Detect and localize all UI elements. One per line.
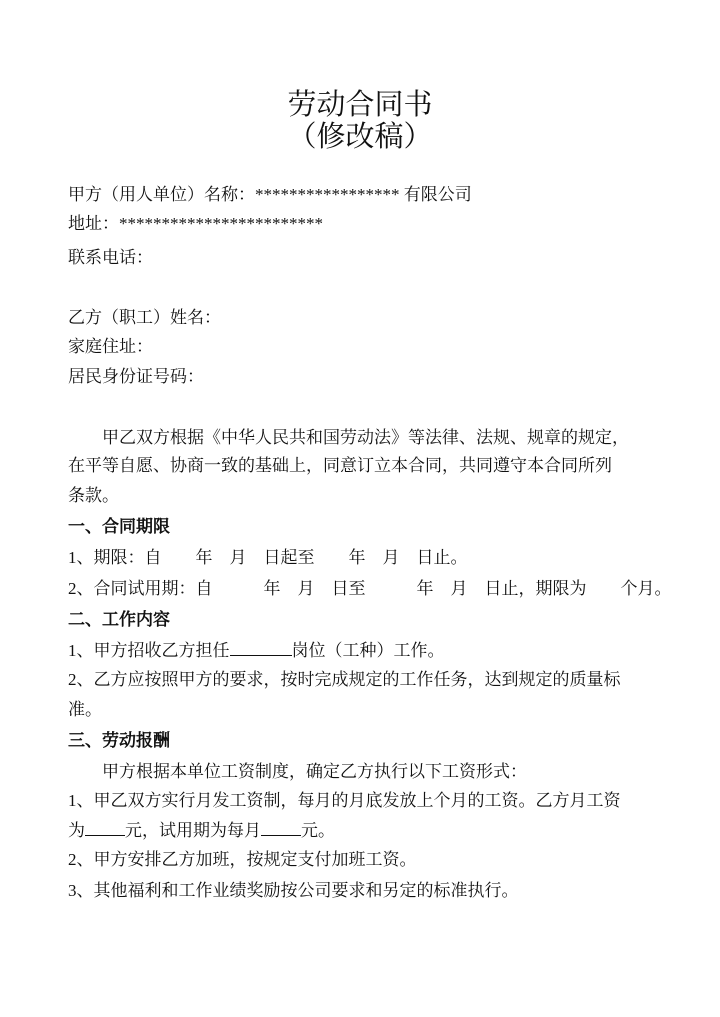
blank-field — [261, 819, 301, 836]
section-heading: 一、合同期限 — [68, 517, 170, 536]
clause: 1、甲乙双方实行月发工资制，每月的月底发放上个月的工资。乙方月工资 — [68, 791, 621, 810]
blank-field — [230, 639, 292, 656]
clause: 2、甲方安排乙方加班，按规定支付加班工资。 — [68, 850, 417, 869]
party-a-name — [68, 184, 472, 206]
preamble-line: 在平等自愿、协商一致的基础上，同意订立本合同，共同遵守本合同所列 — [68, 456, 612, 475]
party-a-address — [68, 213, 323, 235]
clause — [68, 639, 445, 662]
party-a-phone: 联系电话： — [68, 248, 153, 267]
text: 为 — [68, 821, 85, 840]
text: 元。 — [301, 821, 335, 840]
party-b-name: 乙方（职工）姓名： — [68, 308, 221, 327]
value: ************************ — [119, 214, 323, 233]
party-b-home: 家庭住址： — [68, 337, 153, 356]
clause: 1、期限：自 年 月 日起至 年 月 日止。 — [68, 548, 468, 567]
preamble-line: 甲乙双方根据《中华人民共和国劳动法》等法律、法规、规章的规定， — [102, 428, 629, 447]
section-heading: 二、工作内容 — [68, 610, 170, 629]
text: 1、甲方招收乙方担任 — [68, 641, 230, 660]
party-b-id: 居民身份证号码： — [68, 367, 204, 386]
label: 甲方（用人单位）名称： — [68, 185, 255, 204]
clause: 准。 — [68, 700, 102, 719]
value: ***************** 有限公司 — [255, 185, 472, 204]
document-subtitle: （修改稿） — [287, 121, 433, 153]
clause: 甲方根据本单位工资制度，确定乙方执行以下工资形式： — [102, 762, 527, 781]
text: 元，试用期为每月 — [125, 821, 261, 840]
preamble-line: 条款。 — [68, 486, 119, 505]
clause: 3、其他福利和工作业绩奖励按公司要求和另定的标准执行。 — [68, 881, 519, 900]
section-heading: 三、劳动报酬 — [68, 731, 170, 750]
label: 地址： — [68, 214, 119, 233]
document-title: 劳动合同书 — [287, 89, 433, 121]
blank-field — [85, 819, 125, 836]
clause: 2、合同试用期：自 年 月 日至 年 月 日止，期限为 个月。 — [68, 579, 672, 598]
text: 岗位（工种）工作。 — [291, 641, 445, 660]
clause — [68, 819, 335, 842]
clause: 2、乙方应按照甲方的要求，按时完成规定的工作任务，达到规定的质量标 — [68, 670, 621, 689]
